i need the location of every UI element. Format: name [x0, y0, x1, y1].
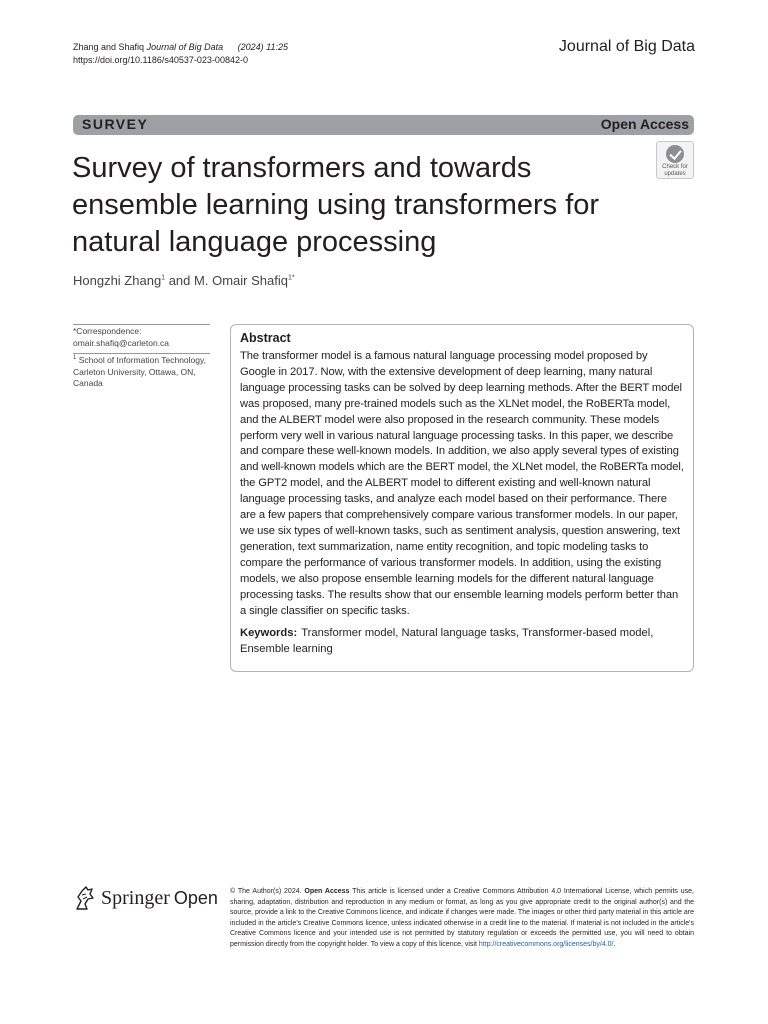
open-access-label: Open Access [600, 116, 689, 132]
keywords [240, 626, 684, 658]
license-text: This article is licensed under a Creative Commons Attribution 4.0 International License, which permits use, sharing, adaptation, distribution and reproduction in any medium or format, as long as you give appropriate credit to the original author(s) and the source, provide a link to the Creative Commons licence, and indicate if changes were made. The images or other third party material in this article are included in the article's Creative Commons licence, unless indicated otherwise in a credit line to the material. If material is not included in the article's Creative Commons licence and your intended use is not permitted by statutory regulation or exceeds the permitted use, you will need to obtain permission directly from the copyright holder. To view a copy of this licence, visit [230, 888, 694, 948]
article-type-label: SURVEY [82, 116, 149, 132]
article-title: Survey of transformers and towards ensemble learning using transformers for natural language processing [72, 152, 600, 258]
sidebar-notes [73, 324, 210, 390]
check-for-updates-badge[interactable] [656, 141, 694, 179]
license-copyright: © The Author(s) 2024. [230, 888, 302, 895]
check-updates-line2: updates [664, 171, 686, 177]
author-conjunction: and [168, 273, 191, 288]
affiliation-text: School of Information Technology, Carleton University, Ottawa, ON, Canada [73, 355, 206, 388]
divider [73, 324, 210, 325]
check-updates-icon [666, 145, 684, 163]
running-head-authors: Zhang and Shafiq [73, 42, 145, 52]
abstract-heading: Abstract [240, 331, 291, 345]
author-name[interactable]: M. Omair Shafiq [194, 273, 288, 288]
abstract-text: The transformer model is a famous natural language processing model proposed by Google in 2017. Now, with the extensive development of deep learning, many natural language processing tasks can be solved by deep learning methods. After the BERT model was proposed, many pre-trained models such as the XLNet model, the RoBERTa model, and the ALBERT model were also proposed in the research community. These models perform very well in various natural language processing tasks. In this paper, we describe and compare these well-known models. In addition, we also apply several types of existing and well-known models which are the BERT model, the XLNet model, the RoBERTa model, the GPT2 model, and the ALBERT model to different existing and well-known natural language processing tasks, and analyze each model based on their performance. There are a few papers that comprehensively compare various transformer models. In our paper, we use six types of well-known tasks, such as sentiment analysis, question answering, text generation, text summarization, name entity recognition, and topic modeling tasks to compare the performance of various transformer models. In addition, using the existing models, we also propose ensemble learning models for the different natural language processing tasks. The results show that our ensemble learning models perform better than a single classifier on specific tasks. [240, 350, 684, 617]
license-link[interactable]: http://creativecommons.org/licenses/by/4.0/ [478, 940, 614, 948]
running-head-journal: Journal of Big Data [146, 42, 224, 52]
divider [73, 353, 210, 354]
keywords-text: Transformer model, Natural language tasks, Transformer-based model, Ensemble learning [240, 627, 654, 656]
running-head-line1 [73, 41, 288, 54]
correspondence-label: *Correspondence: [73, 326, 142, 336]
article-type-banner [73, 115, 694, 135]
running-head-year-volume: (2024) 11:25 [237, 42, 289, 52]
license-end: . [613, 940, 616, 948]
author-name[interactable]: Hongzhi Zhang [73, 273, 162, 288]
springer-horse-icon [73, 885, 95, 911]
correspondence [73, 326, 210, 349]
affiliation-marker: 1 [73, 355, 77, 362]
doi-link[interactable]: https://doi.org/10.1186/s40537-023-00842-0 [73, 55, 248, 65]
running-head [73, 41, 288, 67]
affiliation-marker: 1 [161, 274, 166, 282]
check-updates-line1: Check for [662, 164, 688, 170]
author-list [73, 273, 295, 288]
license-open-access: Open Access [304, 888, 350, 895]
license-statement [230, 887, 694, 951]
journal-name: Journal of Big Data [558, 38, 695, 55]
affiliation [73, 355, 210, 390]
keywords-label: Keywords: [240, 627, 298, 640]
affiliation-marker: 1* [287, 274, 295, 282]
logo-open-text: Open [173, 887, 218, 908]
abstract-box [230, 324, 694, 672]
springer-open-logo [73, 885, 218, 911]
logo-springer-text: Springer [101, 886, 170, 909]
correspondence-email[interactable]: omair.shafiq@carleton.ca [73, 337, 170, 348]
